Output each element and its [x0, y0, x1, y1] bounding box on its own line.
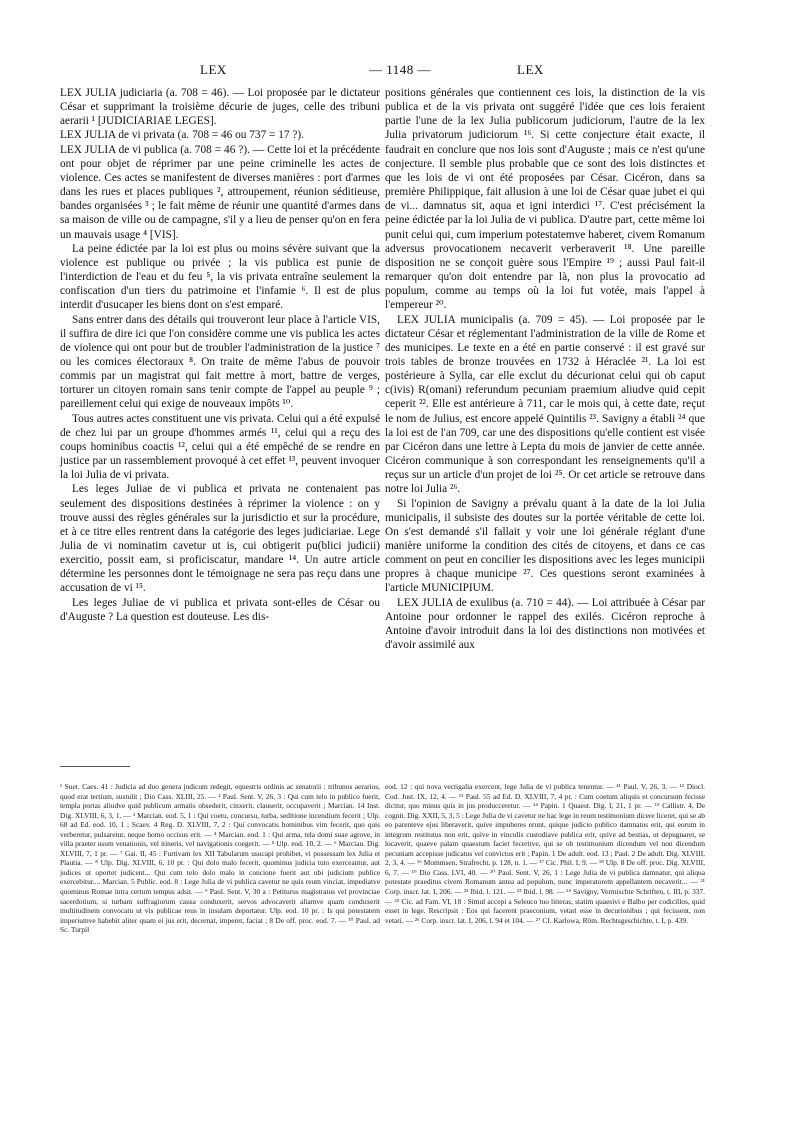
entry-lex-julia-de-vi-publica: LEX JULIA de vi publica (a. 708 = 46 ?). — Cette loi et la précédente ont pour objet de réprimer par une peine criminelle les actes de violence. Ces actes se manifestent de diverses manières : port d'armes dans les rues et places publiques ², attroupement, réunion séditieuse, bandes organisées ³ ; le fait même de réunir une quantité d'armes dans sa maison de ville ou de campagne, s'il y a lieu de penser qu'on en fera un mauvais usage ⁴ [VIS].: [60, 143, 380, 241]
page-number: — 1148 —: [368, 62, 432, 77]
footnote-divider: [60, 766, 130, 767]
footnote-text: eod. 12 : qui nova vectigalia exercent, lege Julia de vi publica tenentur. — ¹¹ Paul. V, 26, 3. — ¹² Diocl. Cod. Just. IX, 12, 4. — ¹³ Paul. 55 ad Ed. D. XLVIII, 7, 4 pr. : Cum coetum aliquis et concursum fecisse dicitur, quo minus quis in jus producceretur. — ¹⁴ Papin. 1 Quaest. Dig. I, 21, 1 pr. — ¹⁵ Callistr. 4, De cognit. Dig. XXII, 5, 3, 5 : Lege Julia de vi cavetur ne hac lege in reum testimonium dicere liceret, qui se ab eo parenteve ejus liberaverit, quive impuberes erunt, quique judicio publico damnatus erit, qui eorum in integrum restitutus non erit, quive in vinculis custodiave publica erit, quive ad bestias, ut depugnaret, se locaverit, quaeve palam quaestum faciet feceritve, qui se ob testimonium dicendum vel non dicendum pecuniam accepisse judicatus vel convictus erit ; Papin. 1 De adult. eod. 13 ; Paul. 2 De adult. Dig. XLVIII, 2, 3, 4. — ¹⁶ Mommsen, Strafrecht, p. 128, n. 1. — ¹⁷ Cic. Phil. I, 9. — ¹⁸ Ulp. 8 De off. proc. Dig. XLVIII, 6, 7. — ¹⁹ Dio Cass. LVI, 40. — ²⁰ Paul. Sent. V, 26, 1 : Lege Julia de vi publica damnatur, qui aliqua potestate praeditus civem Romanum antea ad populum, nunc imperatorem appellantem necaverit... — ²¹ Corp. inscr. lat. I, 206. — ²² Ibid. l. 121. — ²³ Ibid. l. 98. — ²⁴ Savigny, Vermischte Schriften, t. III, p. 337. — ²⁵ Cic. ad Fam. VI, 18 : Simul accepi a Seleuco tuo litteras, statim quaesivi e Balbo per codicillos, quid esset in lege. Rescripsit : Eos qui facerent praeconium, vetari esse in decurionibus ; qui fecissent, non vetari. — ²⁶ Corp. inscr. lat. I, 206, l. 94 et 104. — ²⁷ Cf. Karlowa, Röm. Rechtsgeschichte, t. I, p. 439.: [385, 782, 705, 925]
footnotes-left: [60, 782, 380, 935]
paragraph: Les leges Juliae de vi publica et privata ne contenaient pas seulement des dispositions destinées à réprimer la violence : on y trouve aussi des règles générales sur la jurisdictio et sur la procédure, et à ce titre elles rentrent dans la catégorie des leges judiciariae. Lege Julia de vi nominatim cavetur ut is, cui obtigerit pu(blici judicii) exercitio, possit eam, si proficiscatur, mandare ¹⁴. Un autre article détermine les personnes dont le témoignage ne sera pas reçu dans une accusation de vi ¹⁵.: [60, 483, 380, 595]
paragraph: Si l'opinion de Savigny a prévalu quant à la date de la loi Julia municipalis, il subsiste des doutes sur la portée véritable de cette loi. On s'est demandé s'il fallait y voir une loi générale réglant d'une manière uniforme la condition des cités de citoyens, et dans ce cas comment on peut en concilier les dispositions avec les leges municipii propres à chaque municipe ²⁷. Ces questions seront examinées à l'article MUNICIPIUM.: [385, 497, 705, 595]
entry-lex-julia-de-exulibus: LEX JULIA de exulibus (a. 710 = 44). — Loi attribuée à César par Antoine pour ordonner le rappel des exilés. Cicéron reproche à Antoine d'avoir introduit dans la loi des distinctions non motivées et d'avoir assimilé aux: [385, 596, 705, 652]
entry-lex-julia-judiciaria: LEX JULIA judiciaria (a. 708 = 46). — Loi proposée par le dictateur César et supprimant la troisième décurie de juges, celle des tribuni aerarii ¹ [JUDICIARIAE LEGES].: [60, 87, 380, 128]
paragraph: La peine édictée par la loi est plus ou moins sévère suivant que la violence est publique ou privée ; la vis publica est punie de l'interdiction de l'eau et du feu ⁵, la vis privata entraîne seulement la confiscation d'un tiers du patrimoine et l'infamie ⁶. Il est de plus interdit d'usucaper les biens dont on s'est emparé.: [60, 242, 380, 312]
paragraph: Tous autres actes constituent une vis privata. Celui qui a été expulsé de chez lui par un groupe d'hommes armés ¹¹, celui qui a reçu des coups hominibus coactis ¹², celui qui a été empêché de se rendre en justice par un rassemblement provoqué à cet effet ¹³, peuvent invoquer la loi Julia de vi privata.: [60, 412, 380, 482]
paragraph: positions générales que contiennent ces lois, la distinction de la vis publica et de la vis privata ont suggéré l'idée que ces lois feraient partie l'une de la lex Julia publicorum judiciorum, l'autre de la lex Julia privatorum judiciorum ¹⁶. Si cette conjecture était exacte, il faudrait en conclure que nos lois sont d'Auguste ; mais ce n'est qu'une conjecture. Il semble plus probable que ce sont des lois distinctes et que les lois de vi ont été proposées par César. Cicéron, dans sa première Philippique, fait allusion à une loi de César quae jubet ei qui de vi... damnatus sit, aqua et igni interdici ¹⁷. C'est précisément la peine édictée par la loi Julia de vi publica. D'autre part, cette même loi punit celui qui, cum imperium potestatemve haberet, civem Romanum adversus provocationem necaverit verberaverit ¹⁸. Une pareille disposition ne se conçoit guère sous l'Empire ¹⁹ ; aussi Paul fait-il remarquer qu'on doit entendre par là, non plus la provocatio ad populum, comme au temps où la loi fut votée, mais l'appel à l'empereur ²⁰.: [385, 87, 705, 312]
header-left-title: LEX: [200, 62, 227, 77]
paragraph: Sans entrer dans des détails qui trouveront leur place à l'article VIS, il suffira de dire ici que l'on considère comme une vis publica les actes de violence qui ont pour but de troubler l'administration de la justice ⁷ ou les comices électoraux ⁸. On traite de même l'abus de pouvoir commis par un magistrat qui fait mettre à mort, battre de verges, torturer un citoyen romain sans tenir compte de l'appel au peuple ⁹ ; pareillement celui qui exige de nouveaux impôts ¹⁰.: [60, 313, 380, 411]
header-right-title: LEX: [517, 62, 544, 77]
page-header: [0, 62, 800, 78]
entry-lex-julia-municipalis: LEX JULIA municipalis (a. 709 = 45). — Loi proposée par le dictateur César et réglementant l'administration de la ville de Rome et des municipes. Le texte en a été en partie conservé : il est gravé sur trois tables de bronze trouvées en 1732 à Héraclée ²¹. La loi est postérieure à Sylla, car elle exclut du décurionat celui qui ob caput c(ivis) R(omani) referundum pecuniam praemium aliudve quid cepit ceperit ²². Elle est antérieure à 711, car le mois qui, à cette date, reçut le nom de Julius, est encore appelé Quintilis ²³. Savigny a établi ²⁴ que la loi est de l'an 709, car une des dispositions qu'elle contient est visée par Cicéron dans une lettre à Lepta du mois de janvier de cette année. Cicéron communique à son correspondant les renseignements qu'il a reçus sur un article d'un projet de loi ²⁵. Or cet article se retrouve dans notre loi Julia ²⁶.: [385, 313, 705, 496]
footnote-text: ¹ Suet. Caes. 41 : Judicia ad duo genera judicum redegit, equestris ordinis ac senatorii : tribunos aerarios, quod erat tertium, sustulit ; Dio Cass. XLIII, 25. — ² Paul. Sent. V, 26, 3 : Qui cum telo in publico fuerit, templa portas aliudve quid publicum armatis obsederit, cinxerit, clauserit, occupaverit ; Marcian. 14 Inst. Dig. XLVIII, 6, 3, 1. — ³ Marcian. eod. 5, 1 : Qui coetu, concursu, turba, seditione incendium fecerit ; Ulp. 68 ad Ed. eod. 10, 1 ; Scaev. 4 Reg. D. XLVIII, 7, 2 : Qui convocatis hominibus vim fecerit, quo quis verberetur, pulsaretur, neque homo occisus erit. — ⁴ Marcian. eod. 1 : Qui arma, tela domi suae agrove, in villa praeter usum venationis, vel itineris, vel navigationis coegerit. — ⁵ Ulp. eod. 10, 2. — ⁶ Marcian. Dig. XLVIII, 7, 1 pr. — ⁷ Gai. II, 45 : Furtivam lex XII Tabularum usucapi prohibet, vi possessam lex Julia et Plautia. — ⁸ Ulp. Dig. XLVIII, 6, 10 pr. : Qui dolo malo fecerit, quominus judicia tuto exerceantur, aut judices ut oportet judicent... Qui cum telo dolo malo in concione fuerit aut ubi judicium publice exercebitur.... Marcian. 5 Public. eod. 8 : Lege Julia de vi publica cavetur ne quis reum vinciat, impediatve quominus Romae intra certum tempus adsit. — ⁹ Paul. Sent. V, 30 a : Petiturus magistratus vel provinciae sacerdotium, si turbam suffragiorum causa conduxerit, servos advocaverit aliamve quam conduxerit multitudinem convocatu ut vis publicae reus in insulam deportatur. Ulp. eod. 10 pr. : Is qui potestatem imperiumve habebit aliter quam ei jus erit, decernat, imperet, faciat ; 8 De off. proc. eod. 7. — ¹⁰ Paul. ad Sc. Turpil: [60, 782, 380, 935]
right-column: [385, 86, 705, 652]
footnotes-right: [385, 782, 705, 925]
paragraph: Les leges Juliae de vi publica et privata sont-elles de César ou d'Auguste ? La question est douteuse. Les dis-: [60, 596, 380, 623]
entry-lex-julia-de-vi-privata: LEX JULIA de vi privata (a. 708 = 46 ou 737 = 17 ?).: [60, 129, 304, 142]
left-column: [60, 86, 380, 624]
